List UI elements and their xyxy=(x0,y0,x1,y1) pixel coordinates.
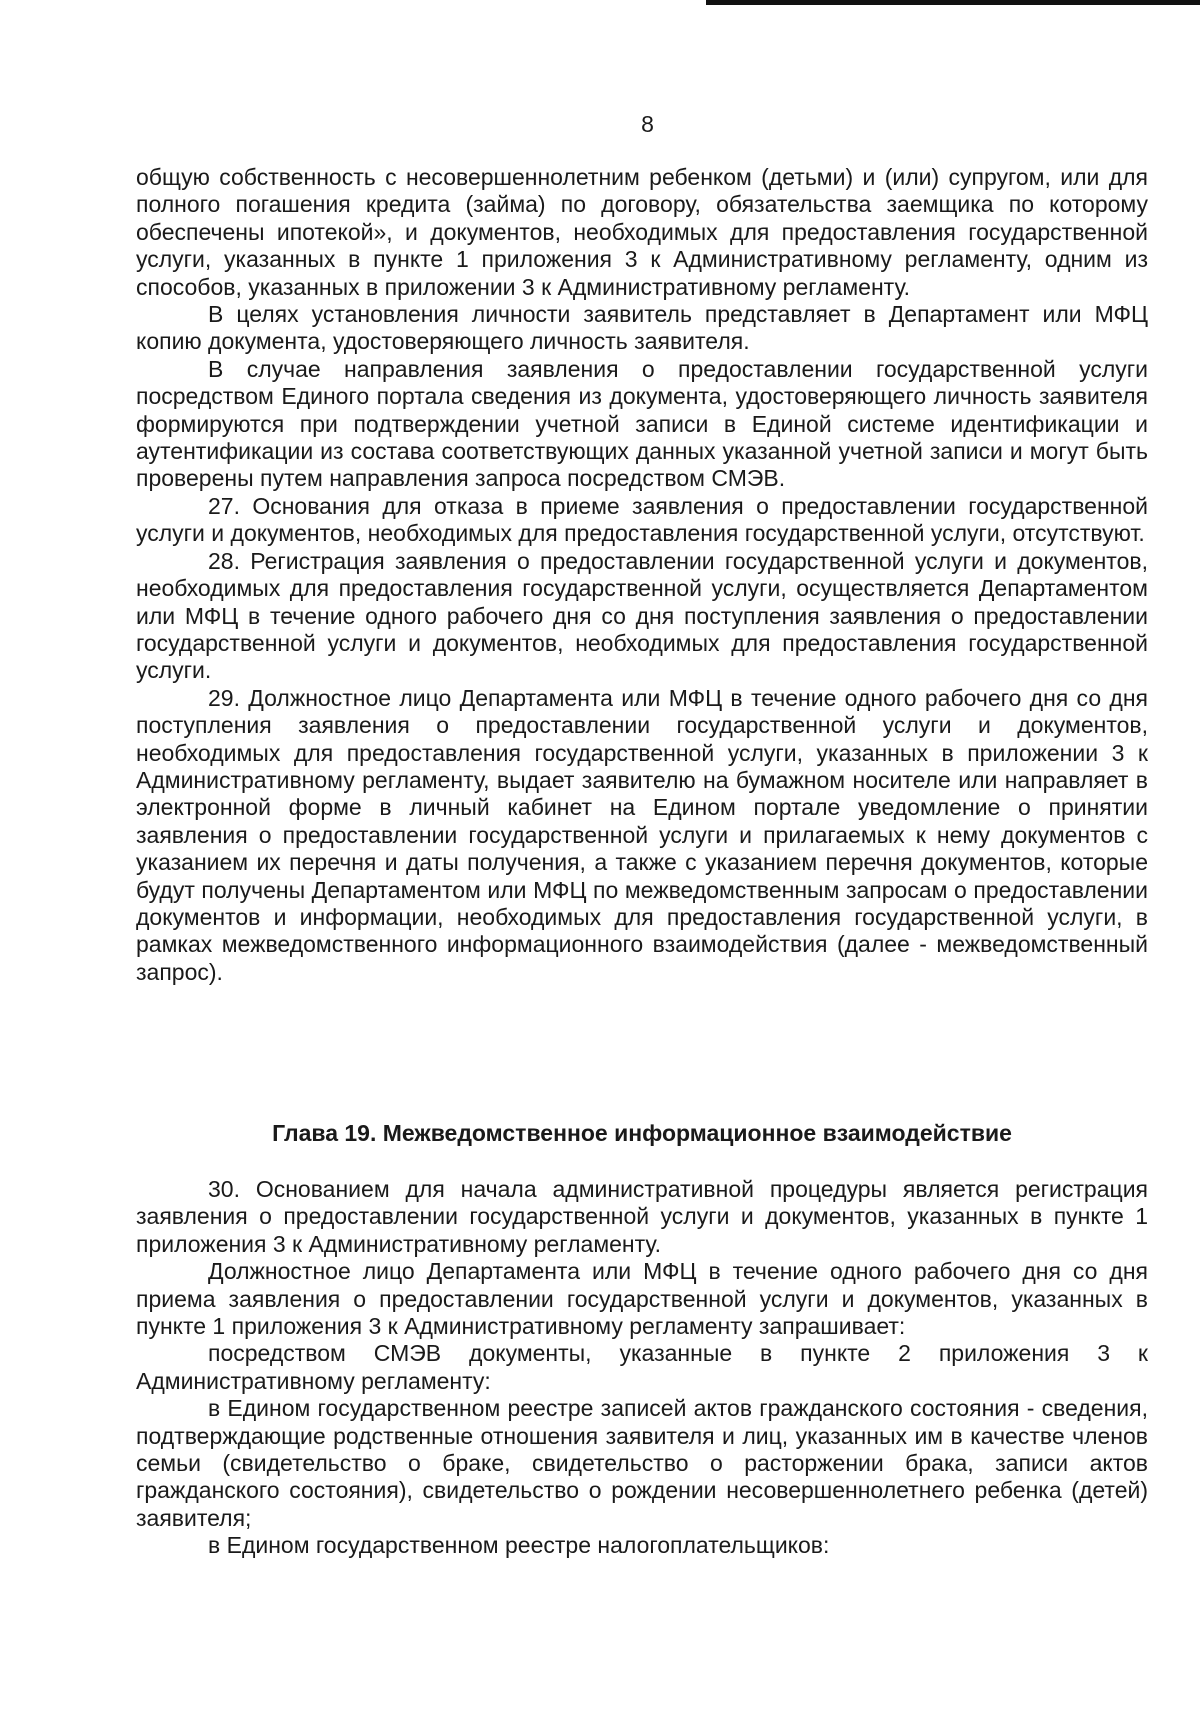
paragraph-official-request: Должностное лицо Департамента или МФЦ в течение одного рабочего дня со дня приема заявления о предоставлении государственной услуги и документов, указанных в пункте 1 приложения 3 к Административному регламенту запрашивает: xyxy=(136,1258,1148,1340)
paragraph-continuation: общую собственность с несовершеннолетним ребенком (детьми) и (или) супругом, или для полного погашения кредита (займа) по договору, обязательства заемщика по которому обеспечены ипотекой», и документов, необходимых для предоставления государственной услуги, указанных в пункте 1 приложения 3 к Административному регламенту, одним из способов, указанных в приложении 3 к Административному регламенту. xyxy=(136,164,1148,300)
paragraph-27: 27. Основания для отказа в приеме заявления о предоставлении государственной услуги и документов, необходимых для предоставления государственной услуги, отсутствуют. xyxy=(136,492,1148,547)
paragraph-30: 30. Основанием для начала административной процедуры является регистрация заявления о предоставлении государственной услуги и документов, указанных в пункте 1 приложения 3 к Административному регламенту. xyxy=(136,1176,1148,1257)
paragraph-28: 28. Регистрация заявления о предоставлении государственной услуги и документов, необходимых для предоставления государственной услуги, осуществляется Департаментом или МФЦ в течение одного рабочего дня со дня поступления заявления о предоставлении государственной услуги и документов, необходимых для предоставления государственной услуги. xyxy=(136,547,1148,684)
body-text-bottom xyxy=(136,1176,1148,1560)
paragraph-29: 29. Должностное лицо Департамента или МФЦ в течение одного рабочего дня со дня поступления заявления о предоставлении государственной услуги и документов, необходимых для предоставления государственной услуги, указанных в приложении 3 к Административному регламенту, выдает заявителю на бумажном носителе или направляет в электронной форме в личный кабинет на Едином портале уведомление о принятии заявления о предоставлении государственной услуги и прилагаемых к нему документов с указанием их перечня и даты получения, а также с указанием перечня документов, которые будут получены Департаментом или МФЦ по межведомственным запросам о предоставлении документов и информации, необходимых для предоставления государственной услуги, в рамках межведомственного информационного взаимодействия (далее - межведомственный запрос). xyxy=(136,684,1148,985)
paragraph-identity: В целях установления личности заявитель представляет в Департамент или МФЦ копию документа, удостоверяющего личность заявителя. xyxy=(136,301,1148,355)
paragraph-smev: посредством СМЭВ документы, указанные в пункте 2 приложения 3 к Административному регламенту: xyxy=(136,1340,1148,1394)
paragraph-civil-registry: в Едином государственном реестре записей актов гражданского состояния - сведения, подтверждающие родственные отношения заявителя и лиц, указанных им в качестве членов семьи (свидетельство о браке, свидетельство о расторжении брака, записи актов гражданского состояния), свидетельство о рождении несовершеннолетнего ребенка (детей) заявителя; xyxy=(136,1395,1148,1531)
page-number: 8 xyxy=(641,111,654,137)
paragraph-tax-registry: в Едином государственном реестре налогоплательщиков: xyxy=(208,1532,830,1559)
body-text-top xyxy=(136,164,1148,986)
scan-edge-mark xyxy=(706,0,1200,5)
chapter-heading: Глава 19. Межведомственное информационное взаимодействие xyxy=(272,1120,1012,1146)
paragraph-portal: В случае направления заявления о предоставлении государственной услуги посредством Единого портала сведения из документа, удостоверяющего личность заявителя формируются при подтверждении учетной записи в Единой системе идентификации и аутентификации из состава соответствующих данных указанной учетной записи и могут быть проверены путем направления запроса посредством СМЭВ. xyxy=(136,355,1148,492)
